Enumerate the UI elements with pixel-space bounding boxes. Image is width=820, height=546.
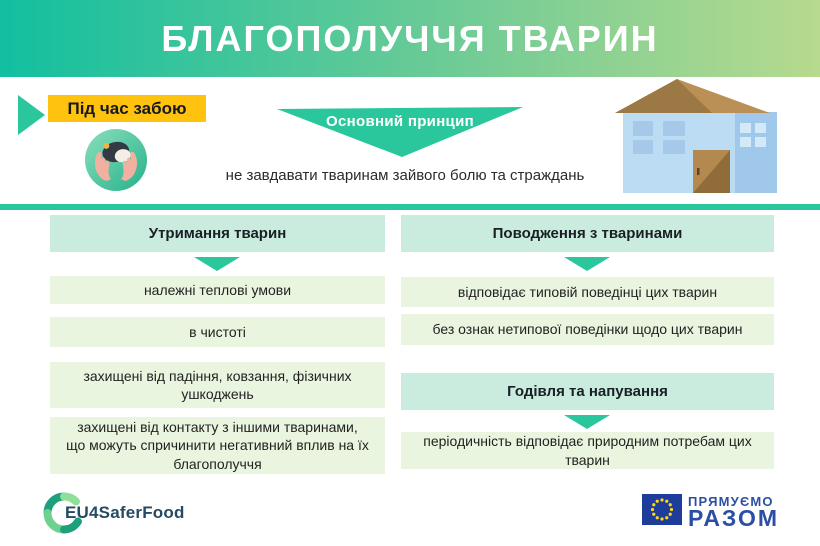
principle-banner [275,104,525,162]
list-item: захищені від контакту з іншими тваринами, що можуть спричинити негативний вплив на їх благополуччя [50,417,385,474]
column-header-keeping: Утримання тварин [50,215,385,252]
list-item: без ознак нетипової поведінки щодо цих тварин [401,314,774,345]
list-item: відповідає типовій поведінці цих тварин [401,277,774,307]
logo-text-line2: РАЗОМ [688,505,780,531]
eu4saferfood-logo-text: EU4SaferFood [65,503,185,522]
list-item: належні теплові умови [50,276,385,304]
triangle-down-icon [564,257,610,271]
stage-label: Під час забою [48,95,206,122]
list-item: періодичність відповідає природним потребам цих тварин [401,432,774,469]
page-title: БЛАГОПОЛУЧЧЯ ТВАРИН [161,17,659,59]
chevron-right-icon [18,95,45,135]
eu4saferfood-logo [40,486,220,540]
logo-text-line1: ПРЯМУЄМО [688,494,774,509]
list-item: в чистоті [50,317,385,347]
column-header-feeding: Годівля та напування [401,373,774,410]
principle-text: не завдавати тваринам зайвого болю та страждань [225,167,585,184]
principle-label: Основний принцип [326,113,474,130]
triangle-down-icon [194,257,240,271]
pryamuyemo-razom-logo [642,492,782,532]
list-item: захищені від падіння, ковзання, фізичних ушкоджень [50,362,385,408]
divider-bar [0,204,820,210]
eu-flag-icon [642,494,682,525]
header-band [0,0,820,77]
triangle-down-icon [564,415,610,429]
farm-house-illustration [612,76,780,196]
hands-holding-animal-icon [85,129,147,191]
column-header-handling: Поводження з тваринами [401,215,774,252]
